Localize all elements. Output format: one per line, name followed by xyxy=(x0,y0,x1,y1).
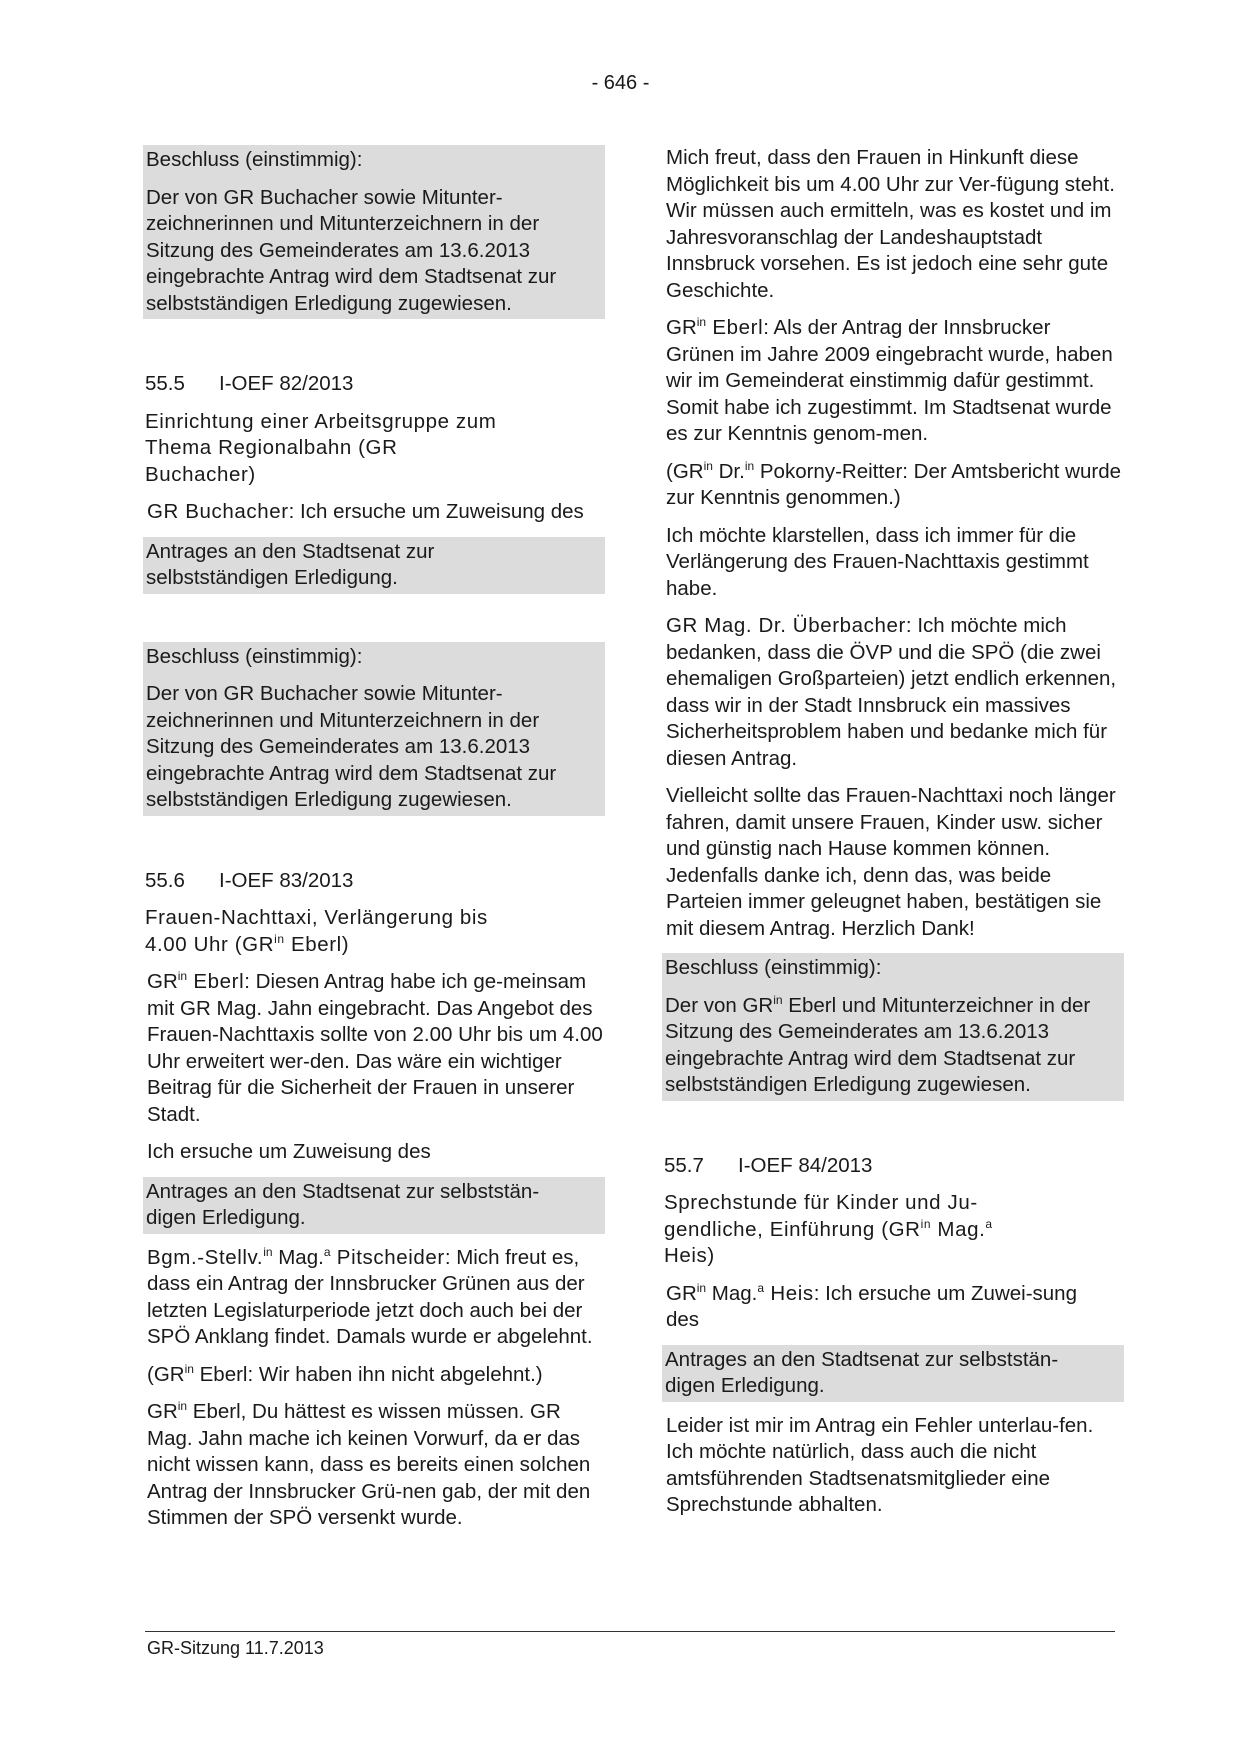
agenda-item-55-6 xyxy=(145,868,605,895)
item-title-part: Sprechstunde für Kinder und Ju-gendliche, Einführung (GR xyxy=(664,1191,978,1241)
speech-text: : Als der Antrag der Innsbrucker Grünen im Jahre 2009 eingebracht wurde, haben wir im Gemeinderat einstimmig dafür gestimmt. Somit habe ich zugestimmt. Im Stadtsenat wurde es zur Kenntnis genom-men. xyxy=(666,316,1113,445)
superscript: a xyxy=(757,1280,765,1295)
speech-text: Eberl, Du hättest es wissen müssen. GR Mag. Jahn mache ich keinen Vorwurf, da er das nicht wissen kann, dass es bereits einen solchen Antrag der Innsbrucker Grü-nen gab, der mit den Stimmen der SPÖ versenkt wurde. xyxy=(147,1400,591,1529)
speaker-name: Heis xyxy=(764,1281,814,1305)
superscript: in xyxy=(703,458,713,473)
speech-paragraph xyxy=(145,1245,605,1351)
speech-paragraph xyxy=(145,969,605,1128)
resolution-label: Beschluss (einstimmig): xyxy=(146,644,363,668)
superscript: in xyxy=(184,1361,194,1376)
speaker-name: Eberl xyxy=(706,316,764,339)
superscript: in xyxy=(696,1280,707,1295)
resolution-box xyxy=(662,953,1124,1101)
item-title xyxy=(145,905,505,958)
superscript: in xyxy=(696,315,707,330)
superscript: a xyxy=(323,1244,331,1259)
resolution-text: Der von GR Buchacher sowie Mitunter-zeichnerinnen und Mitunterzeichnern in der Sitzung des Gemeinderates am 13.6.2013 eingebrachte Antrag wird dem Stadtsenat zur selbstständigen Erledigung zugewiesen. xyxy=(146,682,557,811)
speaker-name: GR Mag. Dr. Überbacher xyxy=(666,614,906,637)
item-title-part: Eberl) xyxy=(284,932,350,956)
interjection-part: (GR xyxy=(147,1362,185,1386)
item-code: I-OEF 82/2013 xyxy=(219,372,354,395)
speaker-title: GR xyxy=(666,316,697,339)
superscript: in xyxy=(263,1244,273,1259)
resolution-label: Beschluss (einstimmig): xyxy=(146,148,363,171)
speech-paragraph: Vielleicht sollte das Frauen-Nachttaxi noch länger fahren, damit unsere Frauen, Kinder usw. sicher und günstig nach Hause kommen können. Jedenfalls danke ich, denn das, was beide Parteien immer geleugnet haben, bestätigen sie mit diesem Antrag. Herzlich Dank! xyxy=(666,784,1116,940)
speech-paragraph xyxy=(145,1399,605,1532)
antrag-box xyxy=(143,1177,605,1234)
antrag-text: Antrages an den Stadtsenat zur selbstständigen Erledigung. xyxy=(146,539,435,589)
resolution-text-part: Eberl und Mitunterzeichner in der Sitzung des Gemeinderates am 13.6.2013 eingebrachte Antrag wird dem Stadtsenat zur selbstständigen Erledigung zugewiesen. xyxy=(665,993,1091,1096)
speaker-title: Bgm.-Stellv. xyxy=(147,1245,264,1269)
antrag-box xyxy=(143,537,605,594)
item-title xyxy=(664,1190,1034,1270)
right-column xyxy=(664,145,1124,1519)
speech-text: : Ich ersuche um Zuweisung des xyxy=(288,500,584,523)
antrag-text: Antrages an den Stadtsenat zur selbststän-digen Erledigung. xyxy=(146,1179,540,1229)
speech-paragraph xyxy=(664,1281,1098,1334)
resolution-box xyxy=(143,145,605,319)
left-column xyxy=(145,145,605,1532)
superscript: in xyxy=(177,969,188,984)
speech-paragraph: Ich möchte klarstellen, dass ich immer für die Verlängerung des Frauen-Nachttaxis gestimmt habe. xyxy=(666,523,1089,600)
superscript: in xyxy=(920,1216,932,1231)
speaker-title: Mag. xyxy=(272,1245,324,1269)
superscript: in xyxy=(773,992,783,1007)
interjection-part: Dr. xyxy=(712,459,745,483)
interjection-part: Eberl: Wir haben ihn nicht abgelehnt.) xyxy=(193,1362,543,1386)
agenda-item-55-7 xyxy=(664,1153,1124,1180)
speech-text: GR xyxy=(147,1400,178,1423)
speech-text: : Ich ersuche um Zuwei-sung des xyxy=(666,1281,1077,1331)
superscript: in xyxy=(744,458,755,473)
item-title: Einrichtung einer Arbeitsgruppe zum Thema Regionalbahn (GR Buchacher) xyxy=(145,409,497,486)
superscript: in xyxy=(177,1399,188,1414)
speech-paragraph: Leider ist mir im Antrag ein Fehler unterlau-fen. Ich möchte natürlich, dass auch die nicht amtsführenden Stadtsenatsmitglieder eine Sprechstunde abhalten. xyxy=(666,1413,1094,1516)
speaker-title: GR xyxy=(147,970,178,993)
speaker-title: GR xyxy=(666,1281,697,1305)
item-code: I-OEF 84/2013 xyxy=(738,1153,873,1177)
page-number: - 646 - xyxy=(591,72,650,94)
speech-paragraph xyxy=(664,613,1124,772)
footer: GR-Sitzung 11.7.2013 xyxy=(147,1638,324,1658)
speaker-name: Eberl xyxy=(187,970,245,993)
item-number: 55.6 xyxy=(145,868,185,892)
item-number: 55.5 xyxy=(145,372,185,395)
speaker-name: Pitscheider xyxy=(330,1245,445,1269)
superscript: a xyxy=(985,1216,993,1231)
speech-paragraph: Mich freut, dass den Frauen in Hinkunft diese Möglichkeit bis um 4.00 Uhr zur Ver-fügung steht. Wir müssen auch ermitteln, was es kostet und im Jahresvoranschlag der Landeshauptstadt Innsbruck vorsehen. Es ist jedoch eine sehr gute Geschichte. xyxy=(666,146,1115,302)
speech-paragraph xyxy=(145,499,605,526)
resolution-label: Beschluss (einstimmig): xyxy=(665,956,882,979)
interjection xyxy=(664,459,1124,512)
interjection-part: Pokorny-Reitter: Der Amtsbericht wurde zur Kenntnis genommen.) xyxy=(666,459,1122,509)
speech-text: : Mich freut es, dass ein Antrag der Innsbrucker Grünen aus der letzten Legislaturperiode jetzt doch auch bei der SPÖ Anklang findet. Damals wurde er abgelehnt. xyxy=(147,1245,593,1348)
agenda-item-55-5 xyxy=(145,371,605,398)
speaker-title: Mag. xyxy=(706,1281,758,1305)
resolution-text xyxy=(665,993,1113,1099)
item-title-part: Mag. xyxy=(931,1217,986,1241)
speaker-name: GR Buchacher xyxy=(147,500,289,523)
resolution-text-part: Der von GR xyxy=(665,993,774,1017)
antrag-box xyxy=(662,1345,1124,1402)
item-title-part: Frauen-Nachttaxi, Verlängerung bis 4.00 Uhr (GR xyxy=(145,906,488,956)
superscript: in xyxy=(274,931,285,946)
item-title-part: Heis) xyxy=(664,1244,715,1267)
resolution-text: Der von GR Buchacher sowie Mitunter-zeichnerinnen und Mitunterzeichnern in der Sitzung des Gemeinderates am 13.6.2013 eingebrachte Antrag wird dem Stadtsenat zur selbstständigen Erledigung zugewiesen. xyxy=(146,185,557,315)
interjection xyxy=(145,1362,605,1389)
speech-paragraph: Ich ersuche um Zuweisung des xyxy=(147,1140,431,1163)
speech-paragraph xyxy=(664,315,1124,448)
footer-divider xyxy=(145,1631,1115,1632)
speech-text: : Ich möchte mich bedanken, dass die ÖVP und die SPÖ (die zwei ehemaligen Großparteien) jetzt endlich erkennen, dass wir in der Stadt Innsbruck ein massives Sicherheitsproblem haben und bedanke mich für diesen Antrag. xyxy=(666,614,1117,770)
resolution-box xyxy=(143,642,605,816)
item-number: 55.7 xyxy=(664,1153,704,1177)
item-code: I-OEF 83/2013 xyxy=(219,868,354,892)
interjection-part: (GR xyxy=(666,459,704,483)
speech-text: : Diesen Antrag habe ich ge-meinsam mit GR Mag. Jahn eingebracht. Das Angebot des Frauen-Nachttaxis sollte von 2.00 Uhr bis um 4.00 Uhr erweitert wer-den. Das wäre ein wichtiger Beitrag für die Sicherheit der Frauen in unserer Stadt. xyxy=(147,970,603,1126)
antrag-text: Antrages an den Stadtsenat zur selbststän-digen Erledigung. xyxy=(665,1347,1059,1397)
